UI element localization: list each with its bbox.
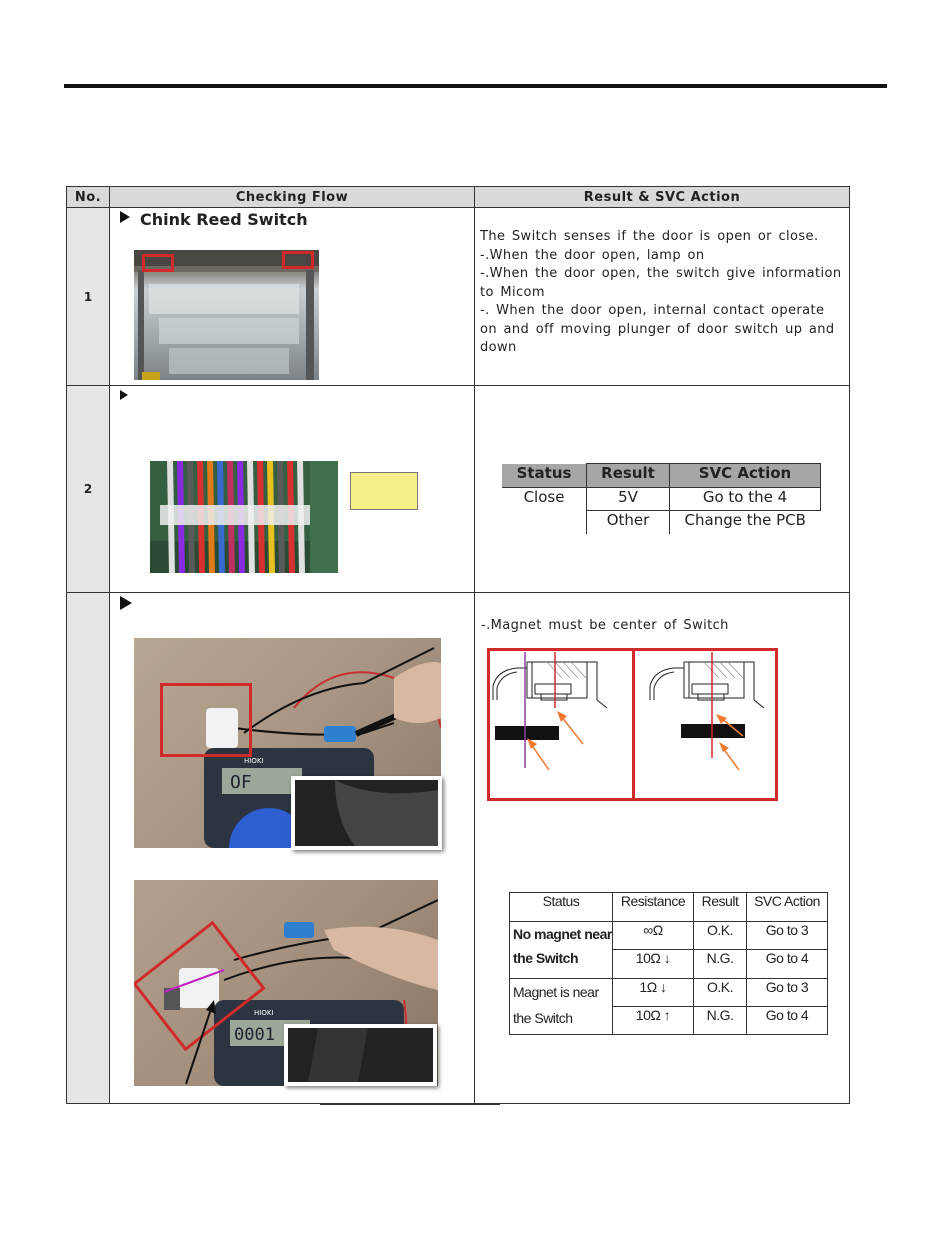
svc-action-header: SVC Action (670, 464, 821, 488)
result-value: N.G. (694, 950, 747, 979)
checking-flow-cell (110, 208, 475, 386)
result-value: O.K. (694, 979, 747, 1007)
checking-table (66, 186, 850, 1104)
status-header: Status (502, 464, 587, 488)
top-rule (64, 84, 887, 88)
status-table (502, 463, 821, 534)
description-line: The Switch senses if the door is open or close. (480, 229, 819, 244)
result-value: Other (587, 511, 670, 534)
status-header: Status (510, 893, 613, 922)
svc-action-value: Go to 3 (747, 979, 828, 1007)
header-result: Result & SVC Action (475, 187, 850, 208)
result-value: O.K. (694, 922, 747, 950)
meter-brand-1: HIOKI (244, 757, 264, 765)
result-header: Result (694, 893, 747, 922)
inset-photo-1 (291, 776, 442, 850)
header-row (67, 187, 850, 208)
table-row (67, 386, 850, 593)
resistance-table (509, 892, 828, 1035)
table-row (67, 593, 850, 1104)
resistance-header: Resistance (613, 893, 694, 922)
svc-action-value: Go to 3 (747, 922, 828, 950)
meter-reading-1: OF (230, 772, 252, 793)
connector-photo (150, 461, 338, 573)
resistance-value: 1Ω ↓ (613, 979, 694, 1007)
checking-flow-cell (110, 593, 475, 1104)
magnet-note: -.Magnet must be center of Switch (481, 618, 729, 633)
row-number (67, 593, 110, 1104)
header-no: No. (67, 187, 110, 208)
resistance-value: 10Ω ↓ (613, 950, 694, 979)
svc-action-value: Go to the 4 (670, 488, 821, 511)
magnet-position-diagram (487, 648, 779, 801)
status-no-magnet: No magnet near the Switch (510, 922, 613, 979)
description-line: -.When the door open, lamp on (480, 247, 705, 263)
table-row (67, 208, 850, 386)
result-cell (475, 593, 850, 1104)
result-cell (475, 208, 850, 386)
result-cell (475, 386, 850, 593)
pointer-arrow-icon (180, 998, 220, 1088)
status-magnet-near: Magnet is near the Switch (510, 979, 613, 1035)
result-value: N.G. (694, 1007, 747, 1035)
yellow-note-box (350, 472, 418, 510)
result-value: 5V (587, 488, 670, 511)
resistance-value: ∞Ω (613, 922, 694, 950)
svc-action-value: Go to 4 (747, 1007, 828, 1035)
resistance-value: 10Ω ↑ (613, 1007, 694, 1035)
bullet-triangle-icon (120, 211, 130, 223)
svc-action-value: Go to 4 (747, 950, 828, 979)
description-line: -. When the door open, internal contact operate on and off moving plunger of door switch up and down (480, 303, 835, 355)
bullet-triangle-icon (120, 596, 132, 610)
status-close: Close (502, 488, 587, 534)
row-number: 2 (67, 386, 110, 593)
step-title: Chink Reed Switch (140, 210, 308, 229)
checking-flow-cell (110, 386, 475, 593)
description-text (480, 228, 842, 358)
svc-action-header: SVC Action (747, 893, 828, 922)
row-number: 1 (67, 208, 110, 386)
description-line: -.When the door open, the switch give information to Micom (480, 266, 842, 300)
meter-brand-2: HIOKI (254, 1009, 274, 1017)
header-checking-flow: Checking Flow (110, 187, 475, 208)
result-header: Result (587, 464, 670, 488)
meter-reading-2: 0001 (234, 1025, 275, 1045)
svc-action-value: Change the PCB (670, 511, 821, 534)
inset-photo-2 (284, 1024, 437, 1086)
refrigerator-photo (134, 250, 319, 380)
bullet-triangle-icon (120, 390, 128, 400)
